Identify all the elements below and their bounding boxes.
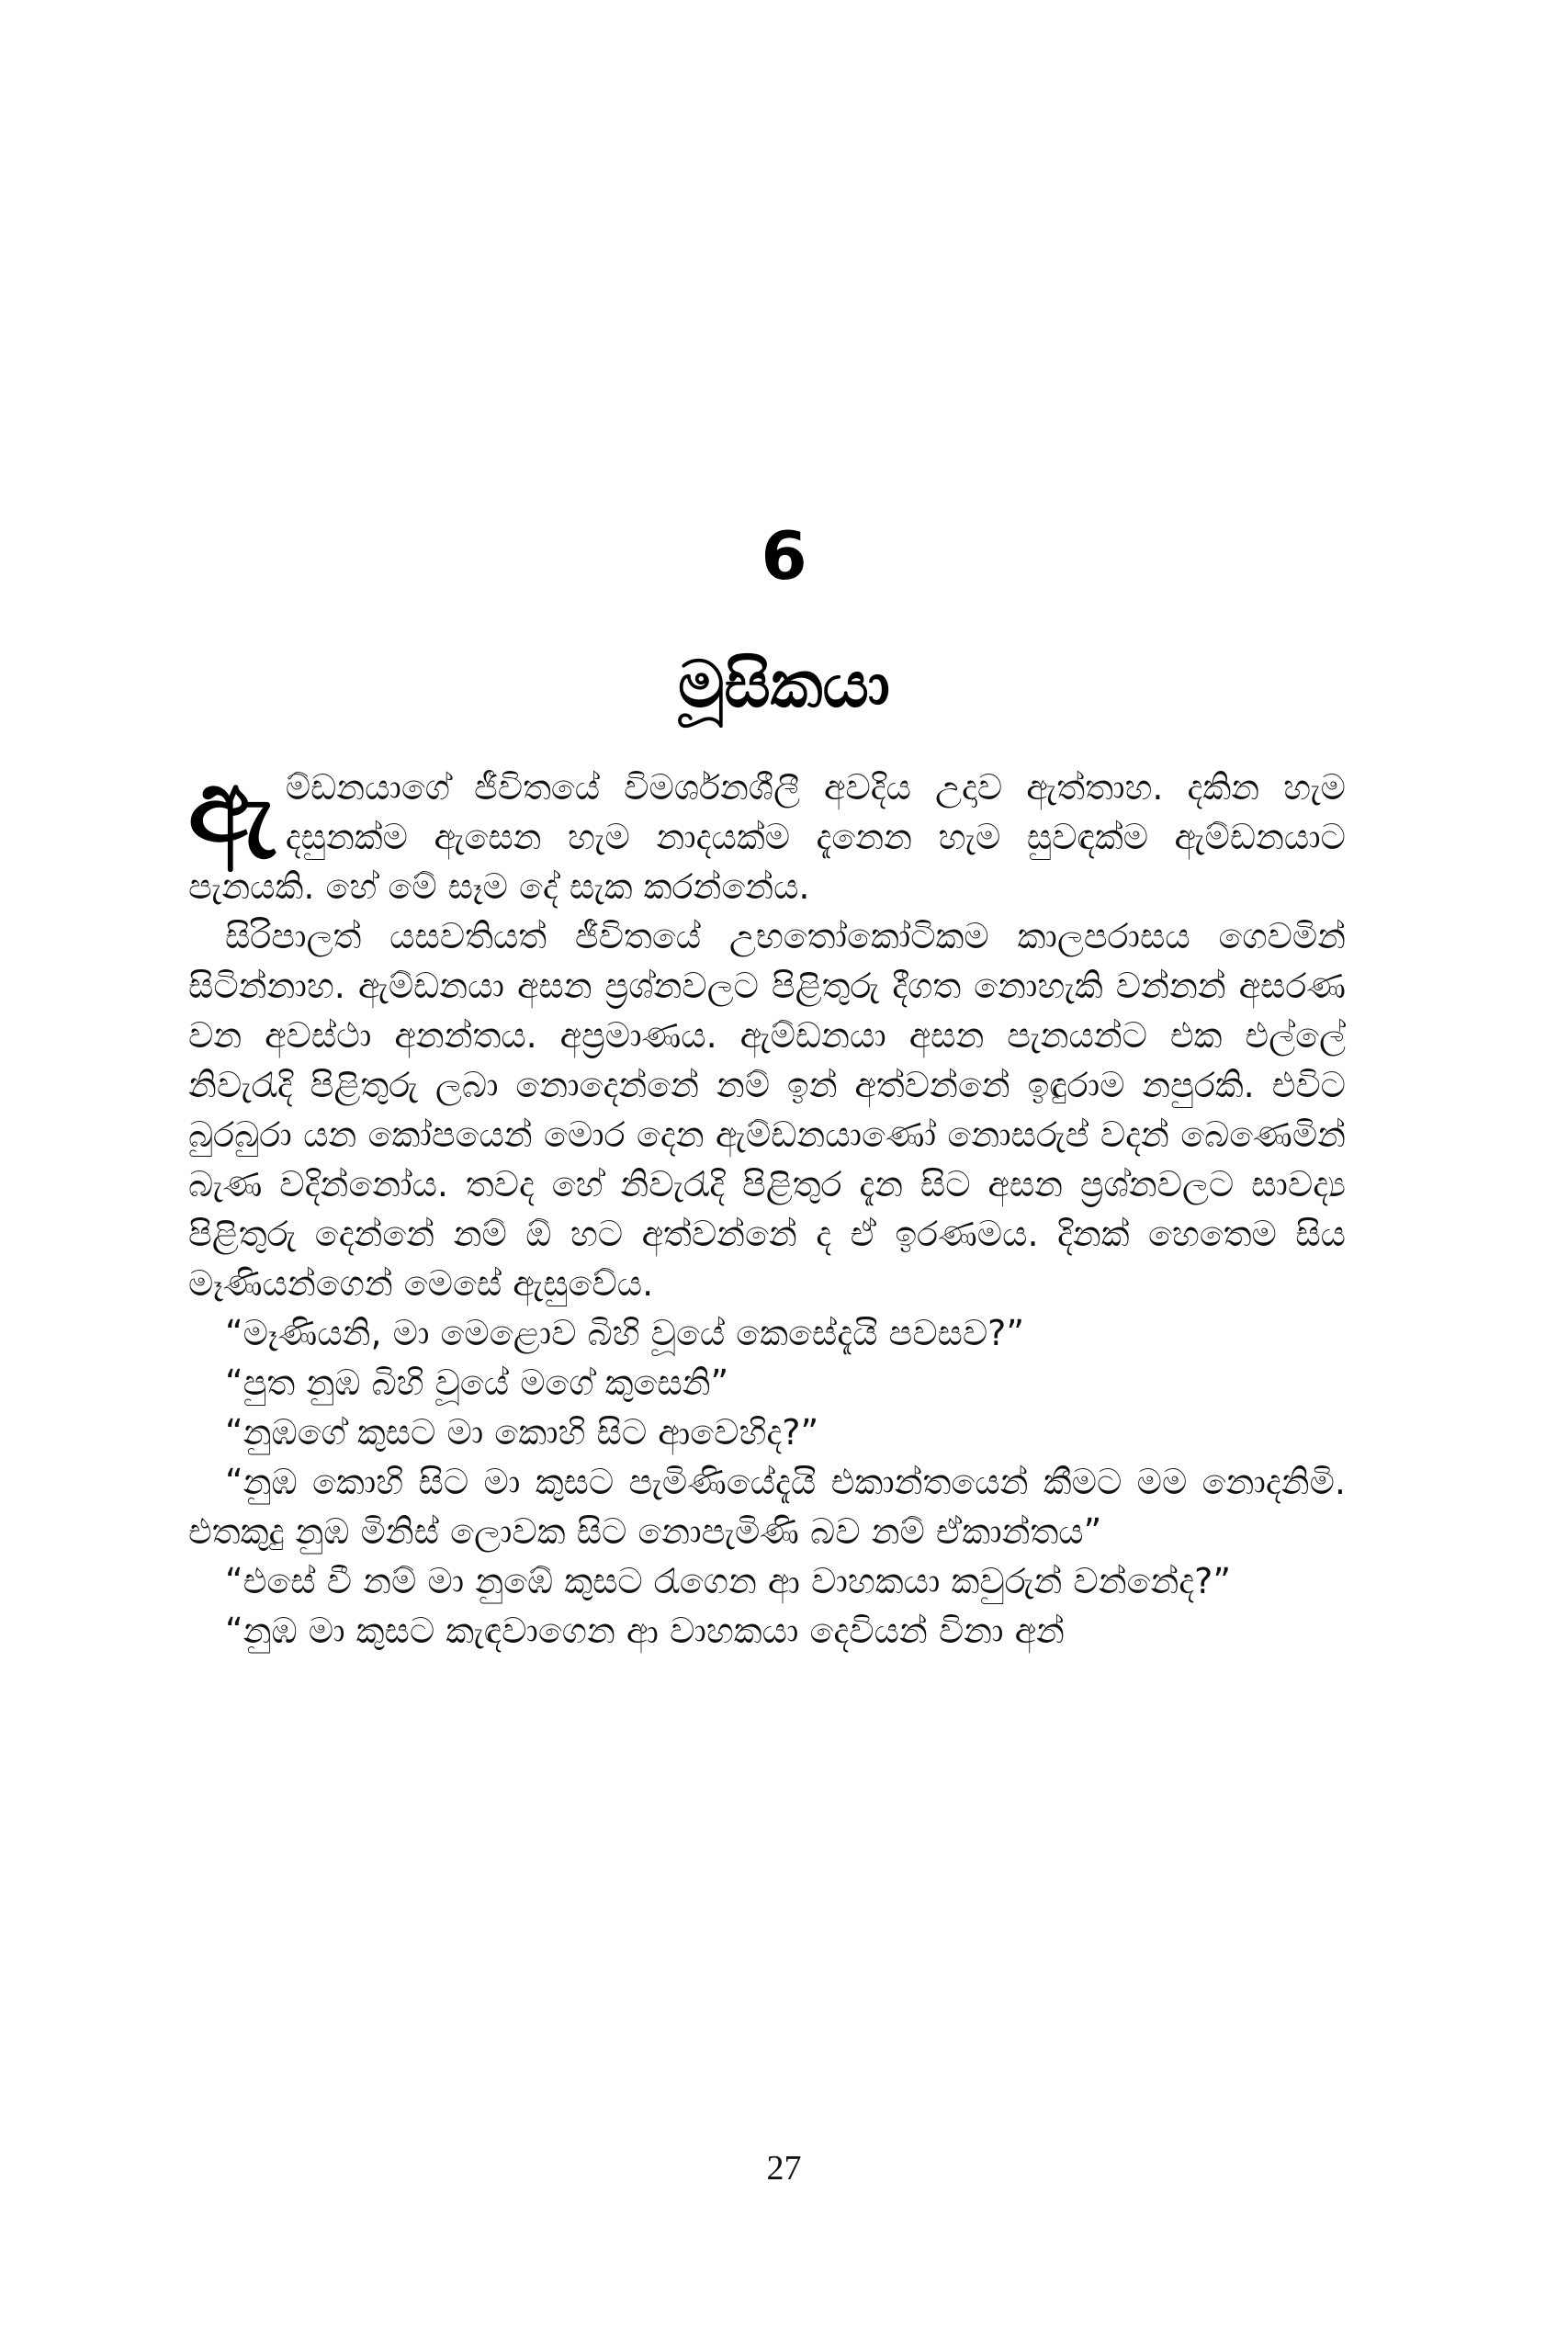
page-number: 27 — [766, 2149, 802, 2188]
chapter-number: 6 — [761, 517, 807, 594]
dialogue-line: “නුඹ කොහි සිට මා කුසට පැමිණියේදැයි එකාන්තයෙන් කීමට මම නොදනිමි. එතකුදු නුඹ මිනිස් ලොවක සිට නොපැමිණි බව නම් ඒකාන්තය” — [188, 1462, 1346, 1552]
dialogue-line: “මෑණියනි, මා මෙළොව බිහි වූයේ කෙසේදැයි පවසව?” — [225, 1313, 1025, 1353]
dialogue-line: “පුත නුඹ බිහි වූයේ මගේ කුසෙනි” — [225, 1363, 729, 1403]
paragraph-opening — [188, 750, 1346, 911]
chapter-body — [188, 750, 1346, 1656]
dialogue-line: “එසේ වී නම් මා නුඹේ කුසට රැගෙන ආ වාහකයා කවුරුන් වන්නේද?” — [225, 1561, 1232, 1601]
drop-cap: ඇ — [188, 750, 275, 865]
paragraph: සිරිපාලත් යසවතියත් ජීවිතයේ උභතෝකෝටිකම කාලපරාසය ගෙවමින් සිටින්නාහ. ඇම්ඩනයා අසන ප්‍රශ්නවලට පිළිතුරු දීගත නොහැකි වන්නන් අසරණ වන අවස්ථා අනන්තය. අප්‍රමාණය. ඇම්ඩනයා අසන පැනයන්ට එක එල්ලේ නිවැරැදි පිළිතුරු ලබා නොදෙන්නේ නම් ඉන් අත්වන්නේ ඉඳුරාම නපුරකි. එවිට බුරබුරා යන කෝපයෙන් මොර දෙන ඇම්ඩනයාණෝ නොසරුප් වදන් බෙණෙමින් බැණ වදින්නෝය. තවද හේ නිවැරැදි පිළිතුර දැන සිට අසන ප්‍රශ්නවලට සාවද්‍ය පිළිතුරු දෙන්නේ නම් ඕ හට අත්වන්නේ ද ඒ ඉරණමය. දිනක් හෙතෙම සිය මෑණියන්ගෙන් මෙසේ ඇසුවේය. — [188, 916, 1346, 1304]
dialogue-line: “නුඹ මා කුසට කැඳවාගෙන ආ වාහකයා දෙවියන් විනා අන් — [225, 1611, 1065, 1651]
chapter-title: මූසිකයා — [678, 647, 890, 722]
paragraph-text: ම්ඩනයාගේ ජීවිතයේ විමර්ශනශීලී අවදිය උදාව ඇත්තාහ. දකින හැම දසුනක්ම ඇසෙන හැම නාදයක්ම දැනෙන හැම සුවඳක්ම ඇම්ඩනයාට පැනයකි. හේ මේ සෑම දේ සැක කරන්නේය. — [188, 767, 1346, 907]
dialogue-line: “නුඹගේ කුසට මා කොහි සිට ආවෙහිද?” — [225, 1412, 819, 1453]
